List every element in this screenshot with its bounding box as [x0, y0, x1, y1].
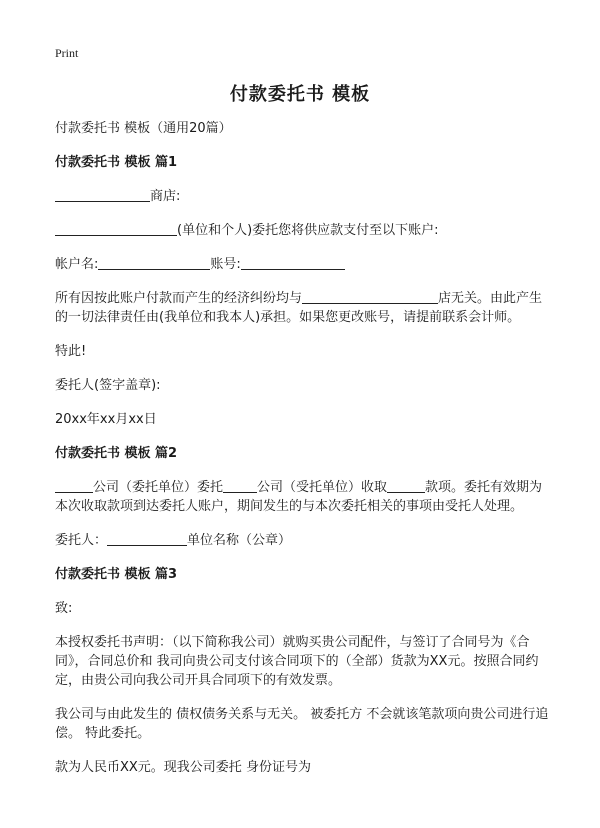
part-c: 款项。委托有效期为本次收取款项到达委托人账户，期间发生的与本次委托相关的事项由受托人处理。: [55, 480, 543, 514]
signer-line: 委托人(签字盖章):: [55, 378, 161, 393]
section3-paragraph3: 款为人民币XX元。现我公司委托 身份证号为: [55, 760, 311, 775]
account-line: [55, 255, 555, 274]
unit-name-label: 单位名称（公章）: [187, 533, 292, 548]
document-subtitle: 付款委托书 模板（通用20篇）: [55, 121, 232, 136]
account-name-blank: [98, 256, 210, 270]
section2-heading: 付款委托书 模板 篇2: [55, 446, 178, 461]
to-line: 致:: [55, 601, 73, 616]
entrust-blank: [55, 222, 177, 236]
agent-blank: [223, 479, 257, 493]
account-no-label: 账号:: [210, 257, 241, 272]
section2-signer-line: [55, 531, 555, 550]
special-text: 特此!: [55, 344, 87, 359]
part-b: 公司（受托单位）收取: [257, 480, 388, 495]
entrust-text: (单位和个人)委托您将供应款支付至以下账户:: [177, 223, 439, 238]
store-line: [55, 187, 555, 206]
signer-blank: [107, 532, 187, 546]
section1-heading: 付款委托书 模板 篇1: [55, 155, 178, 170]
account-name-label: 帐户名:: [55, 257, 99, 272]
document-body: [55, 119, 555, 792]
liability-suffix: 店无关。由此产生的一切法律责任由(我单位和我本人)承担。如果您更改账号，请提前联系会计师。: [55, 291, 543, 325]
section2-paragraph: [55, 478, 555, 516]
section3-paragraph2: 我公司与由此发生的 债权债务关系与无关。 被委托方 不会就该笔款项向贵公司进行追偿。 特此委托。: [55, 707, 549, 741]
liability-paragraph: [55, 289, 555, 327]
date-line: 20xx年xx月xx日: [55, 412, 157, 427]
account-no-blank: [241, 256, 345, 270]
store-name-blank: [302, 290, 438, 304]
principal-blank: [55, 479, 93, 493]
section2-signer-label: 委托人：: [55, 533, 108, 548]
section3-paragraph1: 本授权委托书声明：（以下简称我公司）就购买贵公司配件，与签订了合同号为《合同》，合同总价和 我司向贵公司支付该合同项下的（全部）货款为XX元。按照合同约定，由贵公司向我公司开具合同项下的有效发票。: [55, 635, 539, 688]
store-blank: [55, 188, 150, 202]
store-suffix: 商店:: [150, 189, 181, 204]
amount-blank: [387, 479, 425, 493]
entrust-line: [55, 221, 555, 240]
print-label[interactable]: Print: [55, 46, 79, 60]
part-a: 公司（委托单位）委托: [93, 480, 224, 495]
page-title: 付款委托书 模板: [229, 84, 371, 105]
liability-prefix: 所有因按此账户付款而产生的经济纠纷均与: [55, 291, 303, 306]
section3-heading: 付款委托书 模板 篇3: [55, 567, 178, 582]
